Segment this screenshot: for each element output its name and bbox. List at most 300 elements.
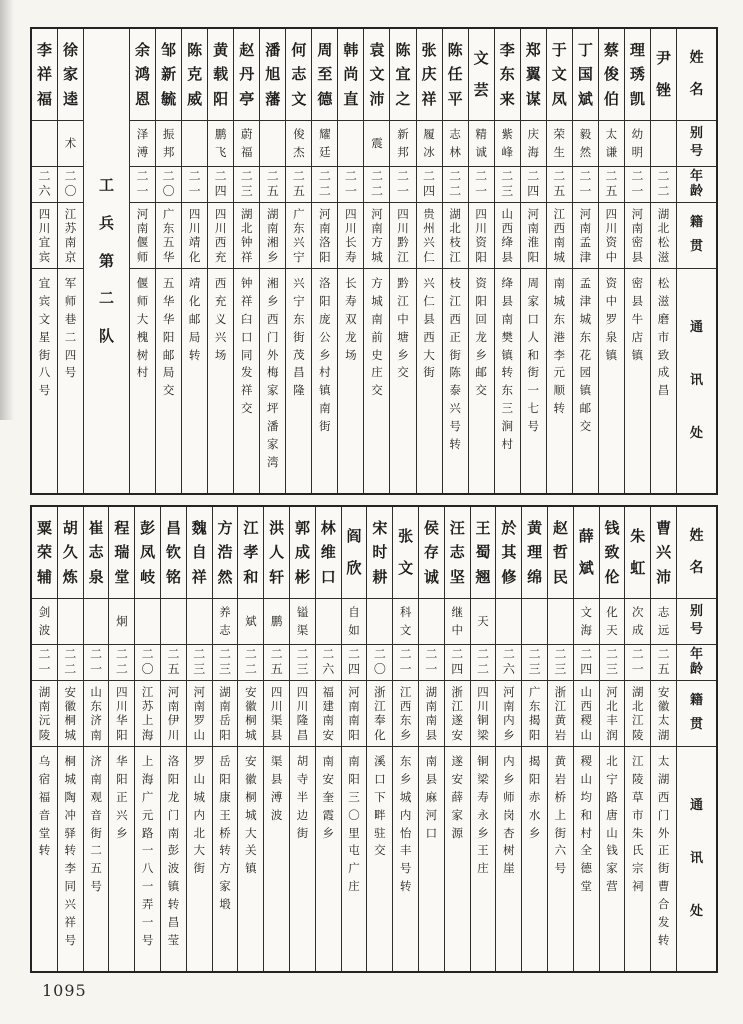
glyph: 市: [632, 807, 644, 822]
glyph: 伯: [603, 89, 619, 108]
age-cell: [234, 167, 259, 203]
glyph: 四: [214, 184, 227, 199]
glyph: 瑞: [114, 543, 130, 562]
glyph: 七: [527, 401, 539, 416]
glyph: 家: [451, 807, 463, 822]
glyph: 贯: [689, 717, 703, 733]
alias-cell: [548, 599, 573, 645]
glyph: 一: [631, 184, 644, 199]
glyph: 四: [348, 662, 361, 677]
glyph: 徽: [657, 698, 670, 713]
glyph: 阳: [219, 727, 231, 742]
glyph: 徽: [64, 698, 77, 713]
glyph: 靖: [188, 235, 201, 250]
alias-cell: [32, 121, 57, 167]
glyph: 新: [161, 65, 177, 84]
glyph: 怡: [399, 825, 412, 840]
glyph: 口: [320, 567, 336, 586]
name-cell: [599, 29, 624, 121]
address-cell: [135, 747, 160, 971]
glyph: 北: [657, 220, 670, 235]
glyph: 村: [319, 365, 331, 380]
glyph: 国: [577, 65, 593, 84]
glyph: 修: [501, 567, 517, 586]
glyph: 河: [348, 684, 360, 699]
glyph: 福: [322, 684, 334, 699]
glyph: 河: [631, 206, 644, 221]
glyph: 南: [503, 698, 515, 713]
glyph: 林: [320, 518, 336, 537]
address-cell: [574, 747, 599, 971]
name-cell: [522, 507, 547, 599]
address-cell: [187, 747, 212, 971]
glyph: 其: [501, 543, 517, 562]
glyph: 揭: [528, 713, 541, 728]
name-cell: [600, 507, 625, 599]
age-cell: [182, 167, 207, 203]
glyph: 东: [579, 329, 592, 344]
glyph: 村: [136, 365, 149, 380]
glyph: 二: [528, 647, 541, 662]
age-cell: [32, 645, 57, 681]
glyph: 西: [553, 220, 566, 235]
glyph: 南: [348, 754, 360, 768]
alias-cell: [600, 599, 625, 645]
glyph: 岗: [503, 807, 515, 822]
person-column: [263, 507, 289, 971]
glyph: 文: [369, 65, 385, 84]
name-cell: [58, 29, 83, 121]
glyph: 史: [371, 347, 383, 362]
age-cell: [625, 645, 650, 681]
glyph: 北: [606, 698, 618, 713]
alias-cell: [161, 599, 186, 645]
glyph: 南: [219, 698, 231, 713]
person-column: [494, 29, 520, 493]
glyph: 溥: [136, 144, 149, 159]
glyph: 阳: [319, 293, 331, 308]
header-column: [676, 29, 716, 493]
glyph: 驻: [374, 825, 386, 840]
glyph: 二: [605, 169, 618, 184]
glyph: 新: [397, 127, 409, 142]
name-cell: [651, 29, 676, 121]
glyph: 来: [499, 89, 515, 108]
glyph: 乡: [477, 825, 489, 840]
glyph: 尹: [655, 48, 671, 67]
name-cell: [84, 507, 109, 599]
glyph: 师: [503, 789, 515, 804]
glyph: 〇: [64, 184, 77, 199]
glyph: 方: [217, 518, 233, 537]
glyph: 寺: [296, 771, 309, 786]
glyph: 桥: [554, 789, 567, 804]
alias-cell: [445, 599, 470, 645]
native-cell: [573, 203, 598, 269]
glyph: 二: [370, 184, 383, 199]
name-cell: [286, 29, 311, 121]
address-cell: [208, 269, 233, 493]
glyph: 乡: [116, 825, 128, 840]
glyph: 江: [397, 249, 409, 264]
glyph: 铜: [477, 713, 489, 728]
glyph: 俊: [603, 65, 619, 84]
glyph: 文: [398, 559, 414, 578]
glyph: 亭: [239, 89, 255, 108]
glyph: 五: [605, 184, 618, 199]
glyph: 二: [322, 647, 335, 662]
glyph: 二: [399, 647, 412, 662]
alias-cell: [264, 599, 289, 645]
alias-cell: [471, 599, 496, 645]
glyph: 东: [501, 383, 513, 398]
native-cell: [677, 203, 716, 269]
glyph: 方: [371, 235, 383, 250]
glyph: 县: [631, 249, 644, 264]
person-column: [285, 29, 311, 493]
glyph: 然: [217, 567, 233, 586]
glyph: 城: [245, 727, 257, 742]
glyph: 成: [294, 543, 310, 562]
glyph: 场: [214, 347, 227, 362]
glyph: 转: [553, 401, 566, 416]
name-cell: [316, 507, 341, 599]
glyph: 二: [296, 647, 309, 662]
glyph: 江: [243, 518, 259, 537]
glyph: 民: [552, 567, 568, 586]
name-cell: [574, 507, 599, 599]
glyph: 内: [503, 754, 515, 768]
glyph: 音: [38, 807, 51, 822]
glyph: 河: [371, 206, 383, 221]
native-cell: [471, 681, 496, 747]
glyph: 程: [114, 518, 130, 537]
glyph: 陶: [64, 789, 77, 804]
glyph: 一: [399, 662, 412, 677]
age-cell: [213, 645, 238, 681]
glyph: 王: [219, 807, 231, 822]
glyph: 姓: [689, 527, 704, 544]
glyph: 二: [90, 647, 103, 662]
glyph: 志: [88, 543, 104, 562]
glyph: 二: [502, 647, 515, 662]
glyph: 周: [317, 40, 333, 59]
name-cell: [651, 507, 676, 599]
glyph: 河: [319, 206, 331, 221]
glyph: 陈: [187, 40, 203, 59]
glyph: 洪: [269, 518, 285, 537]
native-cell: [338, 203, 363, 269]
glyph: 钟: [240, 276, 253, 290]
glyph: 一: [38, 662, 51, 677]
glyph: 贵: [423, 206, 435, 221]
glyph: 南: [193, 698, 205, 713]
person-column: [363, 29, 389, 493]
glyph: 号: [90, 879, 102, 894]
glyph: 发: [240, 365, 253, 380]
name-cell: [234, 29, 259, 121]
person-column: [598, 29, 624, 493]
glyph: 一: [136, 184, 149, 199]
glyph: 轩: [269, 567, 285, 586]
glyph: 揭: [528, 754, 541, 768]
glyph: 苏: [141, 698, 154, 713]
native-cell: [130, 203, 155, 269]
glyph: 湖: [632, 684, 644, 699]
glyph: 号: [64, 365, 77, 380]
age-cell: [187, 645, 212, 681]
glyph: 大: [245, 825, 257, 840]
glyph: 李: [553, 347, 566, 362]
glyph: 转: [38, 843, 51, 858]
glyph: 仁: [423, 293, 435, 308]
address-cell: [469, 269, 494, 493]
glyph: 阳: [162, 329, 175, 344]
age-cell: [625, 167, 650, 203]
glyph: 年: [689, 646, 703, 662]
glyph: 薛: [578, 526, 594, 545]
glyph: 樊: [501, 329, 513, 344]
glyph: 潘: [265, 40, 281, 59]
glyph: 局: [188, 329, 201, 344]
glyph: 绛: [501, 235, 513, 250]
glyph: 大: [423, 347, 435, 362]
address-cell: [393, 747, 418, 971]
glyph: 溪: [374, 754, 386, 768]
glyph: 杰: [293, 144, 305, 159]
glyph: 二: [115, 662, 128, 677]
glyph: 家: [527, 293, 539, 308]
glyph: 树: [136, 347, 149, 362]
glyph: 罗: [605, 311, 618, 326]
glyph: 南: [90, 771, 102, 786]
glyph: 巷: [64, 311, 77, 326]
name-cell: [260, 29, 285, 121]
glyph: 交: [240, 401, 253, 416]
native-cell: [393, 681, 418, 747]
glyph: 号: [64, 932, 77, 947]
glyph: 氏: [632, 843, 644, 858]
glyph: 正: [116, 789, 128, 804]
address-cell: [234, 269, 259, 493]
name-cell: [390, 29, 415, 121]
glyph: 湖: [38, 684, 51, 699]
age-cell: [390, 167, 415, 203]
glyph: 别: [689, 604, 703, 620]
person-column: [470, 507, 496, 971]
glyph: 里: [348, 825, 360, 840]
person-column: [108, 507, 134, 971]
glyph: 河: [425, 807, 438, 822]
glyph: 钱: [606, 843, 618, 858]
glyph: 阳: [527, 249, 539, 264]
glyph: 正: [449, 329, 461, 344]
glyph: 街: [293, 329, 305, 344]
name-cell: [338, 29, 363, 121]
native-cell: [367, 681, 392, 747]
glyph: 涧: [501, 419, 513, 433]
glyph: 南: [90, 727, 102, 742]
person-column: [83, 507, 109, 971]
glyph: 蔚: [240, 127, 253, 142]
person-column: [624, 507, 650, 971]
glyph: 沅: [38, 713, 51, 728]
native-cell: [161, 681, 186, 747]
glyph: 桐: [64, 713, 77, 728]
glyph: 二: [64, 169, 77, 184]
native-cell: [260, 203, 285, 269]
glyph: 一: [527, 383, 539, 398]
person-column: [155, 29, 181, 493]
glyph: 二: [477, 647, 490, 662]
person-column: [341, 507, 367, 971]
glyph: 兴: [656, 543, 672, 562]
glyph: 苏: [64, 220, 77, 235]
glyph: 致: [657, 347, 670, 362]
glyph: 阳: [475, 249, 487, 264]
address-cell: [548, 747, 573, 971]
glyph: 虹: [630, 559, 646, 578]
glyph: 江: [451, 698, 463, 713]
glyph: 川: [605, 220, 618, 235]
glyph: 天: [606, 622, 618, 637]
native-cell: [574, 681, 599, 747]
glyph: 海: [141, 727, 154, 742]
glyph: 西: [399, 698, 412, 713]
glyph: 永: [477, 807, 489, 822]
glyph: 南: [553, 235, 566, 250]
glyph: 徽: [245, 771, 257, 786]
alias-cell: [182, 121, 207, 167]
glyph: 宋: [372, 518, 388, 537]
glyph: 宁: [293, 249, 305, 264]
glyph: 海: [580, 622, 592, 637]
glyph: 林: [449, 144, 461, 159]
glyph: 南: [64, 235, 77, 250]
glyph: 资: [605, 235, 618, 250]
glyph: 鹏: [270, 614, 283, 629]
glyph: 兴: [214, 329, 227, 344]
glyph: 镇: [167, 879, 180, 894]
address-cell: [443, 269, 468, 493]
native-cell: [312, 203, 337, 269]
name-cell: [161, 507, 186, 599]
glyph: 城: [399, 789, 412, 804]
age-cell: [547, 167, 572, 203]
person-column: [444, 507, 470, 971]
glyph: 二: [38, 647, 51, 662]
glyph: 靖: [188, 276, 201, 290]
glyph: 二: [136, 169, 149, 184]
name-cell: [32, 29, 57, 121]
glyph: 四: [605, 206, 618, 221]
glyph: 时: [372, 543, 388, 562]
glyph: 京: [64, 249, 77, 264]
glyph: 家: [219, 879, 231, 894]
glyph: 邮: [475, 365, 487, 380]
address-cell: [32, 747, 57, 971]
glyph: 六: [322, 662, 335, 677]
glyph: 二: [475, 169, 488, 184]
glyph: 路: [606, 789, 618, 804]
glyph: 凤: [551, 89, 567, 108]
glyph: 门: [167, 807, 180, 822]
glyph: 北: [240, 220, 253, 235]
unit-divider-column: [83, 29, 129, 493]
glyph: 鹏: [214, 127, 227, 142]
glyph: 宾: [38, 293, 51, 308]
alias-cell: [419, 599, 444, 645]
glyph: 口: [374, 771, 386, 786]
glyph: 籍: [689, 214, 703, 230]
glyph: 南: [425, 754, 438, 768]
alias-cell: [677, 121, 716, 167]
glyph: 安: [451, 727, 463, 742]
glyph: 然: [579, 144, 592, 159]
glyph: 遂: [451, 754, 463, 768]
glyph: 蜀: [475, 543, 491, 562]
glyph: 八: [38, 365, 51, 380]
glyph: 兵: [99, 213, 115, 232]
glyph: 和: [243, 567, 259, 586]
person-column: [207, 29, 233, 493]
glyph: 一: [90, 662, 103, 677]
glyph: 徽: [245, 698, 257, 713]
glyph: 于: [551, 40, 567, 59]
name-cell: [419, 507, 444, 599]
alias-cell: [234, 121, 259, 167]
alias-cell: [238, 599, 263, 645]
native-cell: [677, 681, 716, 747]
glyph: 长: [345, 276, 357, 290]
glyph: 於: [501, 518, 517, 537]
glyph: 孟: [579, 235, 592, 250]
glyph: 孟: [579, 276, 592, 290]
glyph: 昌: [296, 727, 309, 742]
glyph: 转: [501, 365, 513, 380]
glyph: 城: [64, 771, 77, 786]
glyph: 三: [219, 662, 232, 677]
glyph: 寿: [345, 249, 357, 264]
glyph: 源: [451, 825, 463, 840]
glyph: 镒: [296, 605, 309, 620]
glyph: 城: [64, 727, 77, 742]
age-cell: [286, 167, 311, 203]
address-cell: [161, 747, 186, 971]
glyph: 东: [293, 311, 305, 326]
glyph: 湖: [657, 206, 670, 221]
page-number: 1095: [42, 981, 87, 1000]
glyph: 城: [553, 249, 566, 264]
glyph: 转: [657, 932, 670, 947]
glyph: 罗: [193, 754, 205, 768]
glyph: 川: [397, 220, 409, 235]
glyph: 乡: [319, 347, 331, 362]
glyph: 荣: [553, 127, 566, 142]
glyph: 尚: [343, 65, 359, 84]
glyph: 草: [632, 789, 644, 804]
age-cell: [338, 167, 363, 203]
glyph: 二: [214, 169, 227, 184]
glyph: 寿: [477, 789, 489, 804]
glyph: 陈: [447, 40, 463, 59]
glyph: 东: [162, 220, 175, 235]
glyph: 彭: [140, 518, 156, 537]
alias-cell: [651, 121, 676, 167]
native-cell: [182, 203, 207, 269]
glyph: 广: [141, 789, 154, 804]
glyph: 廷: [319, 144, 331, 159]
